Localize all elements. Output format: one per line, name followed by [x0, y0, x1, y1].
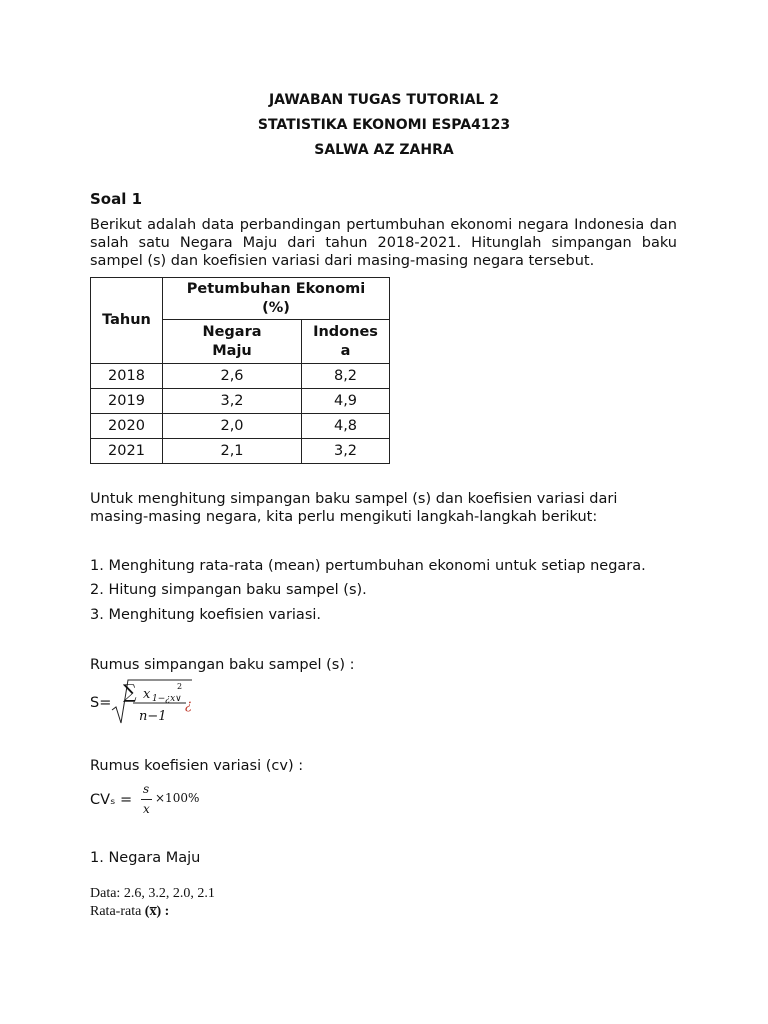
formula-sd-lhs: S= — [90, 695, 112, 711]
intro-paragraph: Untuk menghitung simpangan baku sampel (s) dan koefisien variasi dari masing-masing negara, kita perlu mengikuti langkah-langkah berikut: — [90, 491, 618, 525]
formula-cv-rest: ×100% — [155, 791, 200, 805]
cell-year: 2019 — [91, 389, 163, 414]
step-item: 1. Menghitung rata-rata (mean) pertumbuhan ekonomi untuk setiap negara. — [90, 558, 646, 574]
cell-maju: 3,2 — [163, 389, 302, 414]
formula-cv-fraction-bar — [141, 799, 152, 800]
formula-cv-denominator: x — [143, 802, 150, 816]
section-mean-line — [90, 904, 169, 920]
cell-maju: 2,6 — [163, 364, 302, 389]
formula-sd-x: x — [143, 687, 151, 702]
formula-cv-caption: Rumus koefisien variasi (cv) : — [90, 758, 304, 774]
formula-cv-numerator: s — [143, 782, 150, 796]
formula-sd-denominator: n−1 — [139, 709, 167, 724]
table-row — [91, 364, 390, 389]
cell-maju: 2,0 — [163, 414, 302, 439]
section-title: 1. Negara Maju — [90, 850, 201, 866]
header-indonesia — [302, 320, 390, 364]
question-label: Soal 1 — [90, 190, 143, 208]
header-year: Tahun — [91, 278, 163, 364]
section-data-line: Data: 2.6, 3.2, 2.0, 2.1 — [90, 886, 215, 901]
header-negara-maju: Negara Maju — [163, 320, 302, 364]
cell-indonesia: 3,2 — [302, 439, 390, 464]
doc-title-line-2: STATISTIKA EKONOMI ESPA4123 — [257, 117, 511, 133]
formula-sd-caption: Rumus simpangan baku sampel (s) : — [90, 657, 355, 673]
mean-symbol: (x̅) — [144, 904, 162, 919]
mean-colon: : — [161, 904, 170, 919]
formula-sd-sum: ∑ — [123, 681, 137, 703]
formula-sd-tail: ¿ — [185, 698, 192, 713]
formula-cv-lhs: CVₛ = — [90, 792, 133, 808]
formula-sd-exponent: 2 — [177, 682, 183, 691]
doc-title-line-1: JAWABAN TUGAS TUTORIAL 2 — [268, 92, 500, 108]
header-growth: Petumbuhan Ekonomi (%) — [163, 278, 390, 320]
cell-year: 2021 — [91, 439, 163, 464]
question-text: Berikut adalah data perbandingan pertumbuhan ekonomi negara Indonesia dan salah satu Negara Maju dari tahun 2018-2021. Hitunglah simpangan baku sampel (s) dan koefisien variasi dari masing-masing negara tersebut. — [90, 217, 677, 269]
table-row — [91, 439, 390, 464]
mean-label: Rata-rata — [90, 904, 145, 919]
cell-maju: 2,1 — [163, 439, 302, 464]
step-item: 3. Menghitung koefisien variasi. — [90, 607, 322, 623]
cell-year: 2020 — [91, 414, 163, 439]
step-item: 2. Hitung simpangan baku sampel (s). — [90, 582, 367, 598]
header-indonesia-line2: a — [340, 342, 351, 359]
cell-year: 2018 — [91, 364, 163, 389]
cell-indonesia: 8,2 — [302, 364, 390, 389]
table-row — [91, 414, 390, 439]
doc-title-line-3: SALWA AZ ZAHRA — [314, 142, 454, 158]
header-indonesia-line1: Indones — [313, 323, 378, 340]
formula-sd-subscript: 1−¿x∨ — [152, 694, 182, 704]
cell-indonesia: 4,8 — [302, 414, 390, 439]
cell-indonesia: 4,9 — [302, 389, 390, 414]
growth-table — [90, 277, 390, 464]
table-row — [91, 389, 390, 414]
